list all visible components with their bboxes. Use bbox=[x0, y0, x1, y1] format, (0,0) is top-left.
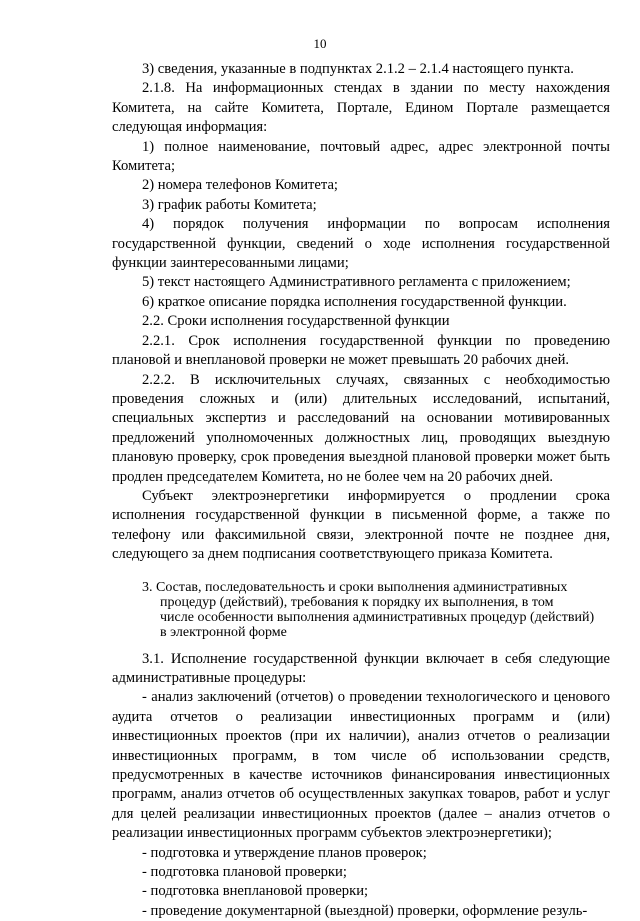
list-item: 4) порядок получения информации по вопросам исполнения государственной функции, сведений о ходе исполнения государственной функции заинтересованными лицами; bbox=[112, 216, 610, 272]
list-item: 5) текст настоящего Административного регламента с приложением; bbox=[142, 274, 571, 291]
list-item: - анализ заключений (отчетов) о проведении технологического и ценового аудита отчетов о реализации инвестиционных программ и (или) инвестиционных проектов (при их наличии), анализ отчетов о реализации инвестиционных программ, в том числе об использовании средств, предусмотренных в качестве источников финансирования инвестиционных программ, анализ отчетов об осуществленных закупках товаров, работ и услуг для целей реализации инвестиционных проектов (далее – анализ отчетов о реализации инвестиционных программ субъектов электроэнергетики); bbox=[112, 689, 610, 842]
section-heading-line: в электронной форме bbox=[160, 624, 287, 640]
list-item: 2) номера телефонов Комитета; bbox=[142, 177, 338, 194]
page-content bbox=[112, 60, 610, 921]
paragraph: 3) сведения, указанные в подпунктах 2.1.2 – 2.1.4 настоящего пункта. bbox=[142, 61, 574, 77]
paragraph: 3.1. Исполнение государственной функции включает в себя следующие административные процедуры: bbox=[112, 650, 610, 686]
list-item: - подготовка и утверждение планов проверок; bbox=[142, 844, 427, 861]
list-item: - подготовка внеплановой проверки; bbox=[142, 883, 369, 900]
list-item: - проведение документарной (выездной) проверки, оформление резуль- bbox=[142, 902, 588, 919]
list-item: - подготовка плановой проверки; bbox=[142, 864, 347, 881]
section-heading bbox=[112, 580, 610, 640]
spacer bbox=[112, 565, 610, 580]
list-item: 6) краткое описание порядка исполнения государственной функции. bbox=[142, 293, 567, 310]
list-item: 1) полное наименование, почтовый адрес, адрес электронной почты Комитета; bbox=[112, 138, 610, 175]
paragraph: Субъект электроэнергетики информируется о продлении срока исполнения государственной функции в письменной форме, а также по телефону или факсимильной связи, электронной почте не позднее дня, следующего за днем подписания соответствующего приказа Комитета. bbox=[112, 487, 610, 563]
page-number: 10 bbox=[313, 36, 327, 51]
list-item: 3) график работы Комитета; bbox=[142, 196, 317, 213]
subsection-title: 2.2. Сроки исполнения государственной функции bbox=[142, 313, 450, 330]
section-heading-line: числе особенности выполнения административных процедур (действий) bbox=[160, 609, 595, 625]
paragraph: 2.1.8. На информационных стендах в здании по месту нахождения Комитета, на сайте Комитета, Портале, Едином Портале размещается следующая информация: bbox=[112, 80, 610, 136]
section-heading-line: 3. Состав, последовательность и сроки выполнения административных bbox=[142, 579, 568, 595]
paragraph: 2.2.1. Срок исполнения государственной функции по проведению плановой и внеплановой проверки не может превышать 20 рабочих дней. bbox=[112, 332, 610, 369]
paragraph: 2.2.2. В исключительных случаях, связанных с необходимостью проведения сложных и (или) длительных исследований, испытаний, специальных экспертиз и расследований на основании мотивированных предложений уполномоченных должностных лиц, проводящих выездную плановую проверку, срок проведения выездной плановой проверки может быть продлен председателем Комитета, но не более чем на 20 рабочих дней. bbox=[112, 371, 610, 485]
spacer bbox=[112, 640, 610, 650]
section-heading-line: процедур (действий), требования к порядку их выполнения, в том bbox=[160, 594, 554, 610]
